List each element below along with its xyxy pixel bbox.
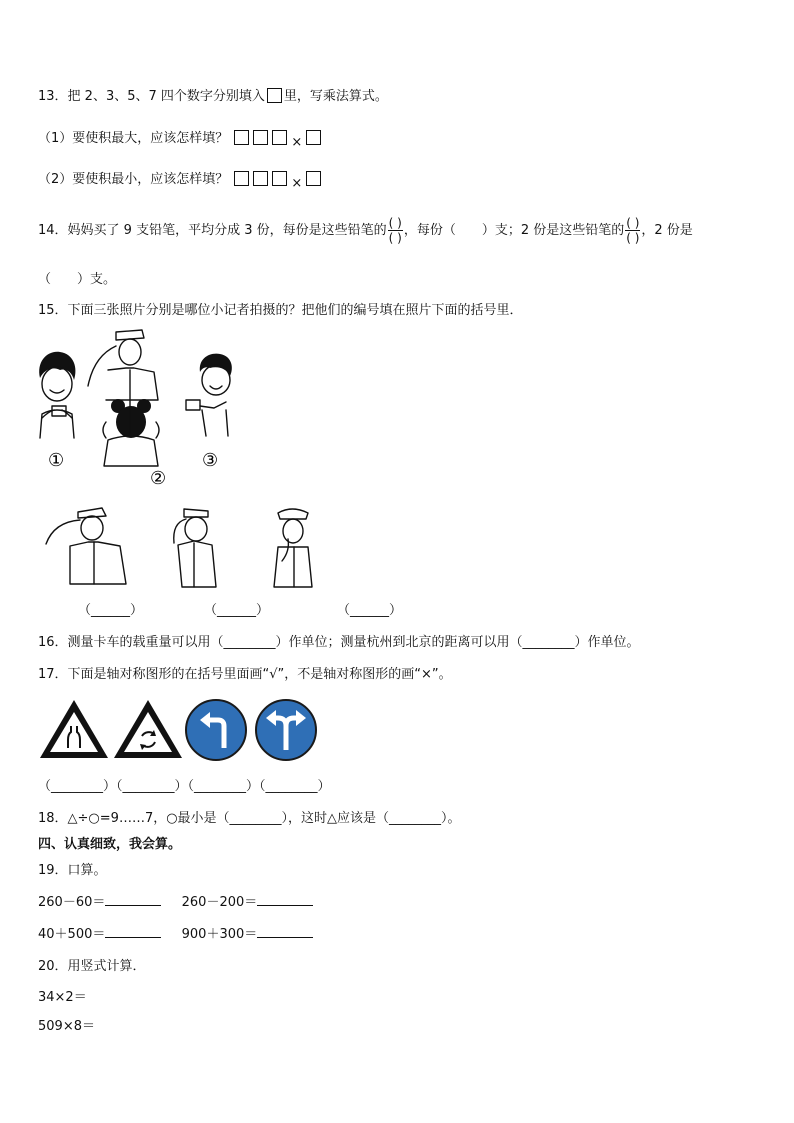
q20-item-2: 509×8＝ [38,1019,95,1034]
answer-line[interactable] [257,937,313,938]
photo-3 [268,505,318,590]
answer-line[interactable] [105,905,161,906]
answer-box[interactable] [234,171,249,186]
answer-box[interactable] [306,171,321,186]
fraction-blank[interactable]: $\frac{( )}{( )}$ [388,216,402,245]
answer-line[interactable] [257,905,313,906]
photo-2-answer[interactable]: （______） [204,603,270,618]
answer-box[interactable] [234,130,249,145]
reporter-3 [186,354,232,436]
q19-title: 19．口算。 [38,863,107,878]
q14-line1: 14．妈妈买了 9 支铅笔，平均分成 3 份，每份是这些铅笔的 $\frac{( )}{( )}$ ，每份（ ）支；2 份是这些铅笔的 $\frac{( )}{( )}$ ，2 份是 [38,216,693,245]
reporter-1 [39,352,75,438]
q17-blanks[interactable]: （________）（________）（________）（________） [38,779,331,794]
calc-item: 260－200＝ [181,895,258,910]
q20-title: 20．用竖式计算． [38,959,146,974]
answer-line[interactable] [105,937,161,938]
q13-part2: （2）要使积最小，应该怎样填？ × [38,171,323,193]
q14-line2: （ ）支。 [38,272,117,287]
reporter-2 [103,399,159,466]
q15-stem: 15．下面三张照片分别是哪位小记者拍摄的？把他们的编号填在照片下面的括号里． [38,303,523,318]
narrow-road-sign [40,700,108,758]
roundabout-sign [114,700,182,758]
calc-item: 260－60＝ [38,895,106,910]
traffic-signs [38,696,323,764]
times-sign: × [291,176,303,191]
section-title: 四、认真细致，我会算。 [38,837,182,852]
label-1: ① [48,450,65,471]
q17-text: 17．下面是轴对称图形的在括号里面画“√”，不是轴对称图形的画“×”。 [38,667,452,682]
label-2: ② [150,468,167,489]
answer-box[interactable] [272,130,287,145]
calc-item: 40＋500＝ [38,927,106,942]
q18-text: 18．△÷○=9……7，○最小是（________），这时△应该是（________）。 [38,811,461,826]
answer-box[interactable] [267,88,282,103]
q20-item-1: 34×2＝ [38,990,87,1005]
q13-part1: （1）要使积最大，应该怎样填？ × [38,130,323,152]
q19-row2 [38,926,313,944]
label-3: ③ [202,450,219,471]
q16-text: 16．测量卡车的载重量可以用（________）作单位；测量杭州到北京的距离可以用（________）作单位。 [38,635,640,650]
photo-2 [168,505,228,590]
photo-1-answer[interactable]: （______） [78,603,144,618]
fraction-blank[interactable]: $\frac{( )}{( )}$ [626,216,640,245]
photo-1 [40,500,135,590]
answer-box[interactable] [306,130,321,145]
answer-box[interactable] [272,171,287,186]
reporters-illustration [30,326,240,491]
times-sign: × [291,135,303,150]
calc-item: 900＋300＝ [181,927,258,942]
answer-box[interactable] [253,130,268,145]
photo-3-answer[interactable]: （______） [337,603,403,618]
q19-row1 [38,894,313,912]
straight-or-turn-sign [256,700,316,760]
q13-stem: 13．把 2、3、5、7 四个数字分别填入 里，写乘法算式。 [38,89,388,104]
turn-left-sign [186,700,246,760]
answer-box[interactable] [253,171,268,186]
